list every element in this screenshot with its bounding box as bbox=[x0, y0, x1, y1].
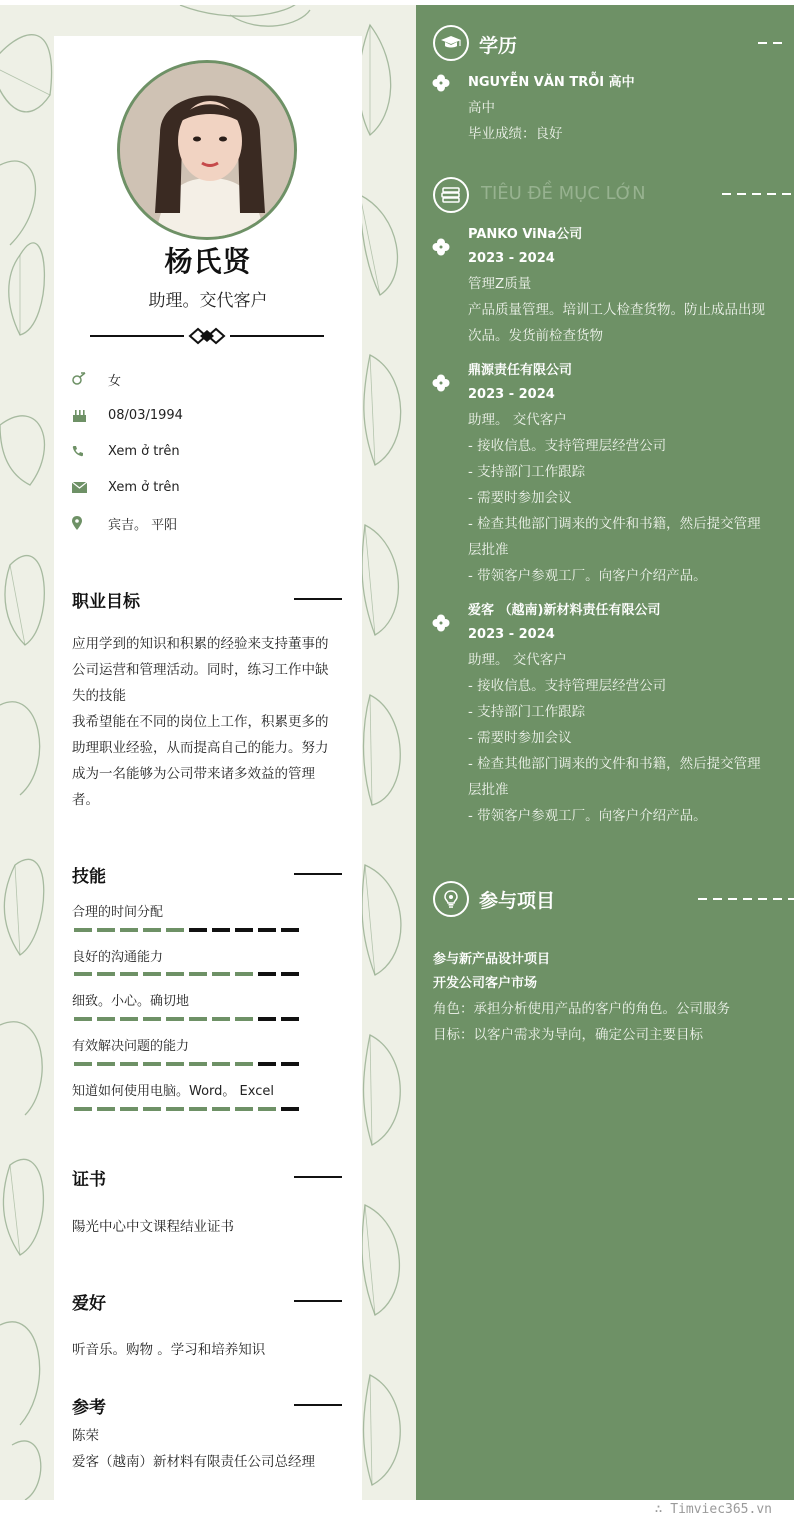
skill-name: 合理的时间分配 bbox=[72, 905, 164, 920]
objective-line: 失的技能 bbox=[72, 688, 126, 704]
watermark: ∴ Timviec365.vn bbox=[654, 1502, 772, 1517]
objective-line: 者。 bbox=[72, 792, 99, 808]
reference-detail: 爱客（越南）新材料有限责任公司总经理 bbox=[72, 1454, 315, 1470]
clover-icon bbox=[432, 238, 450, 256]
gender-icon bbox=[72, 371, 94, 387]
skill-name: 良好的沟通能力 bbox=[72, 950, 164, 965]
objective-text bbox=[72, 631, 344, 813]
skill-segment-filled bbox=[189, 1062, 207, 1066]
certificates-heading bbox=[72, 1165, 342, 1189]
heading-rule bbox=[294, 598, 342, 600]
job-role: 助理。 交代客户 bbox=[468, 412, 567, 428]
skill-segment-filled bbox=[166, 928, 184, 932]
contact-address bbox=[72, 513, 177, 533]
job-detail: 层批准 bbox=[468, 782, 509, 798]
avatar bbox=[117, 60, 297, 240]
project-subtitle: 开发公司客户市场 bbox=[433, 976, 538, 991]
references-heading-text: 参考 bbox=[72, 1397, 106, 1418]
objective-heading-text: 职业目标 bbox=[72, 591, 140, 612]
envelope-icon bbox=[72, 479, 94, 495]
heading-rule bbox=[294, 1176, 342, 1178]
skill-segment-filled bbox=[97, 928, 115, 932]
hobbies-heading-text: 爱好 bbox=[72, 1293, 106, 1314]
skill-segment-filled bbox=[166, 1107, 184, 1111]
skill-segment-filled bbox=[120, 972, 138, 976]
education-level: 高中 bbox=[468, 100, 495, 116]
skill-segment-filled bbox=[212, 972, 230, 976]
job-detail: - 支持部门工作跟踪 bbox=[468, 704, 586, 720]
project-goal: 目标：以客户需求为导向，确定公司主要目标 bbox=[433, 1027, 703, 1043]
skill-segment-filled bbox=[120, 928, 138, 932]
objective-line: 助理职业经验，从而提高自己的能力。努力 bbox=[72, 740, 329, 756]
certificates-heading-text: 证书 bbox=[72, 1169, 106, 1190]
job-detail: - 需要时参加会议 bbox=[468, 490, 572, 506]
heading-rule bbox=[294, 1300, 342, 1302]
skill-segment-empty bbox=[258, 928, 276, 932]
skill-name: 知道如何使用电脑。Word。 Excel bbox=[72, 1084, 274, 1099]
objective-line: 成为一名能够为公司带来诸多效益的管理 bbox=[72, 766, 315, 782]
lightbulb-gear-icon bbox=[433, 881, 469, 917]
skill-segment-filled bbox=[166, 1017, 184, 1021]
skill-segment-empty bbox=[281, 928, 299, 932]
objective-line: 公司运营和管理活动。同时，练习工作中缺 bbox=[72, 662, 329, 678]
job-detail: - 支持部门工作跟踪 bbox=[468, 464, 586, 480]
skill-segment-filled bbox=[74, 1107, 92, 1111]
contact-birthday bbox=[72, 405, 183, 425]
skill-segment-filled bbox=[120, 1107, 138, 1111]
job-detail: - 接收信息。支持管理层经营公司 bbox=[468, 678, 667, 694]
skill-segment-filled bbox=[235, 1062, 253, 1066]
job-detail: - 接收信息。支持管理层经营公司 bbox=[468, 438, 667, 454]
skill-segment-empty bbox=[281, 1017, 299, 1021]
skill-segment-filled bbox=[189, 1107, 207, 1111]
job-detail: - 检查其他部门调来的文件和书籍，然后提交管理 bbox=[468, 516, 761, 532]
heading-dash bbox=[758, 42, 782, 44]
skill-segment-filled bbox=[212, 1017, 230, 1021]
heading-rule bbox=[294, 1404, 342, 1406]
job-role: 助理。 交代客户 bbox=[468, 652, 567, 668]
skill-segment-filled bbox=[189, 1017, 207, 1021]
skill-segment-filled bbox=[235, 1017, 253, 1021]
books-icon bbox=[433, 177, 469, 213]
job-detail: 次品。发货前检查货物 bbox=[468, 328, 603, 344]
profile-name: 杨氏贤 bbox=[164, 245, 252, 278]
skill-segment-filled bbox=[74, 1017, 92, 1021]
skill-segment-filled bbox=[97, 1017, 115, 1021]
skill-level-bar bbox=[74, 972, 299, 976]
phone-value: Xem ở trên bbox=[108, 443, 180, 459]
skills-heading bbox=[72, 862, 342, 886]
contact-email bbox=[72, 477, 180, 497]
reference-name: 陈荣 bbox=[72, 1428, 99, 1444]
birthday-value: 08/03/1994 bbox=[108, 407, 183, 423]
skill-segment-empty bbox=[281, 1107, 299, 1111]
project-role: 角色：承担分析使用产品的客户的角色。公司服务 bbox=[433, 1001, 730, 1017]
skill-segment-filled bbox=[212, 1062, 230, 1066]
skill-level-bar bbox=[74, 1062, 299, 1066]
profile-title: 助理。交代客户 bbox=[148, 291, 268, 311]
skill-segment-empty bbox=[235, 928, 253, 932]
experience-heading: TIÊU ĐỀ MỤC LỚN bbox=[481, 183, 646, 204]
skill-level-bar bbox=[74, 928, 299, 932]
objective-line: 应用学到的知识和积累的经验来支持董事的 bbox=[72, 636, 329, 652]
skill-segment-empty bbox=[258, 972, 276, 976]
gender-value: 女 bbox=[108, 373, 122, 389]
certificate-text: 陽光中心中文课程结业证书 bbox=[72, 1219, 234, 1235]
skill-level-bar bbox=[74, 1017, 299, 1021]
skill-segment-filled bbox=[143, 928, 161, 932]
skill-segment-empty bbox=[258, 1017, 276, 1021]
clover-icon bbox=[432, 74, 450, 92]
skill-segment-filled bbox=[235, 972, 253, 976]
skill-level-bar bbox=[74, 1107, 299, 1111]
job-detail: - 带领客户参观工厂。向客户介绍产品。 bbox=[468, 808, 707, 824]
projects-heading: 参与项目 bbox=[479, 890, 556, 912]
skill-segment-filled bbox=[258, 1107, 276, 1111]
job-company: PANKO ViNa公司 bbox=[468, 227, 583, 242]
profile-photo bbox=[120, 63, 297, 240]
heading-rule bbox=[294, 873, 342, 875]
skill-segment-filled bbox=[74, 1062, 92, 1066]
skill-segment-empty bbox=[281, 1062, 299, 1066]
project-name: 参与新产品设计项目 bbox=[433, 952, 551, 967]
map-pin-icon bbox=[72, 515, 94, 531]
heading-dash bbox=[722, 193, 791, 195]
hobbies-text: 听音乐。购物 。学习和培养知识 bbox=[72, 1342, 266, 1358]
skills-heading-text: 技能 bbox=[72, 866, 106, 887]
references-heading bbox=[72, 1393, 342, 1417]
contact-gender bbox=[72, 369, 121, 389]
job-company: 鼎源责任有限公司 bbox=[468, 363, 573, 378]
job-company: 爱客 （越南)新材料责任有限公司 bbox=[468, 603, 661, 618]
skill-segment-filled bbox=[235, 1107, 253, 1111]
hobbies-heading bbox=[72, 1289, 342, 1313]
skill-name: 细致。小心。确切地 bbox=[72, 994, 190, 1009]
education-result: 毕业成绩：良好 bbox=[468, 126, 563, 142]
skill-name: 有效解决问题的能力 bbox=[72, 1039, 190, 1054]
skill-segment-filled bbox=[97, 1062, 115, 1066]
education-heading: 学历 bbox=[479, 35, 518, 57]
skill-segment-filled bbox=[143, 1017, 161, 1021]
skill-segment-filled bbox=[143, 1107, 161, 1111]
skill-segment-filled bbox=[120, 1062, 138, 1066]
skill-segment-filled bbox=[74, 972, 92, 976]
skill-segment-filled bbox=[166, 1062, 184, 1066]
skill-segment-filled bbox=[189, 972, 207, 976]
skill-segment-filled bbox=[166, 972, 184, 976]
skill-segment-filled bbox=[97, 972, 115, 976]
email-value: Xem ở trên bbox=[108, 479, 180, 495]
skill-segment-empty bbox=[258, 1062, 276, 1066]
phone-icon bbox=[72, 443, 94, 459]
skill-segment-empty bbox=[212, 928, 230, 932]
birthday-cake-icon bbox=[72, 407, 94, 423]
job-period: 2023 - 2024 bbox=[468, 387, 555, 402]
education-school: NGUYỄN VĂN TRỖI 高中 bbox=[468, 75, 635, 90]
skill-segment-filled bbox=[143, 1062, 161, 1066]
job-role: 管理Z质量 bbox=[468, 276, 532, 292]
objective-heading bbox=[72, 587, 342, 611]
clover-icon bbox=[432, 374, 450, 392]
heading-dash bbox=[698, 898, 797, 900]
job-detail: - 带领客户参观工厂。向客户介绍产品。 bbox=[468, 568, 707, 584]
job-detail: - 需要时参加会议 bbox=[468, 730, 572, 746]
address-value: 宾吉。 平阳 bbox=[108, 517, 178, 533]
contact-phone bbox=[72, 441, 180, 461]
job-detail: - 检查其他部门调来的文件和书籍，然后提交管理 bbox=[468, 756, 761, 772]
clover-icon bbox=[432, 614, 450, 632]
skill-segment-empty bbox=[189, 928, 207, 932]
job-detail: 产品质量管理。培训工人检查货物。防止成品出现 bbox=[468, 302, 765, 318]
skill-segment-empty bbox=[281, 972, 299, 976]
skill-segment-filled bbox=[120, 1017, 138, 1021]
skill-segment-filled bbox=[212, 1107, 230, 1111]
job-period: 2023 - 2024 bbox=[468, 251, 555, 266]
skill-segment-filled bbox=[143, 972, 161, 976]
graduation-cap-icon bbox=[433, 25, 469, 61]
name-divider bbox=[88, 326, 326, 346]
job-detail: 层批准 bbox=[468, 542, 509, 558]
objective-line: 我希望能在不同的岗位上工作，积累更多的 bbox=[72, 714, 329, 730]
job-period: 2023 - 2024 bbox=[468, 627, 555, 642]
skill-segment-filled bbox=[74, 928, 92, 932]
skill-segment-filled bbox=[97, 1107, 115, 1111]
